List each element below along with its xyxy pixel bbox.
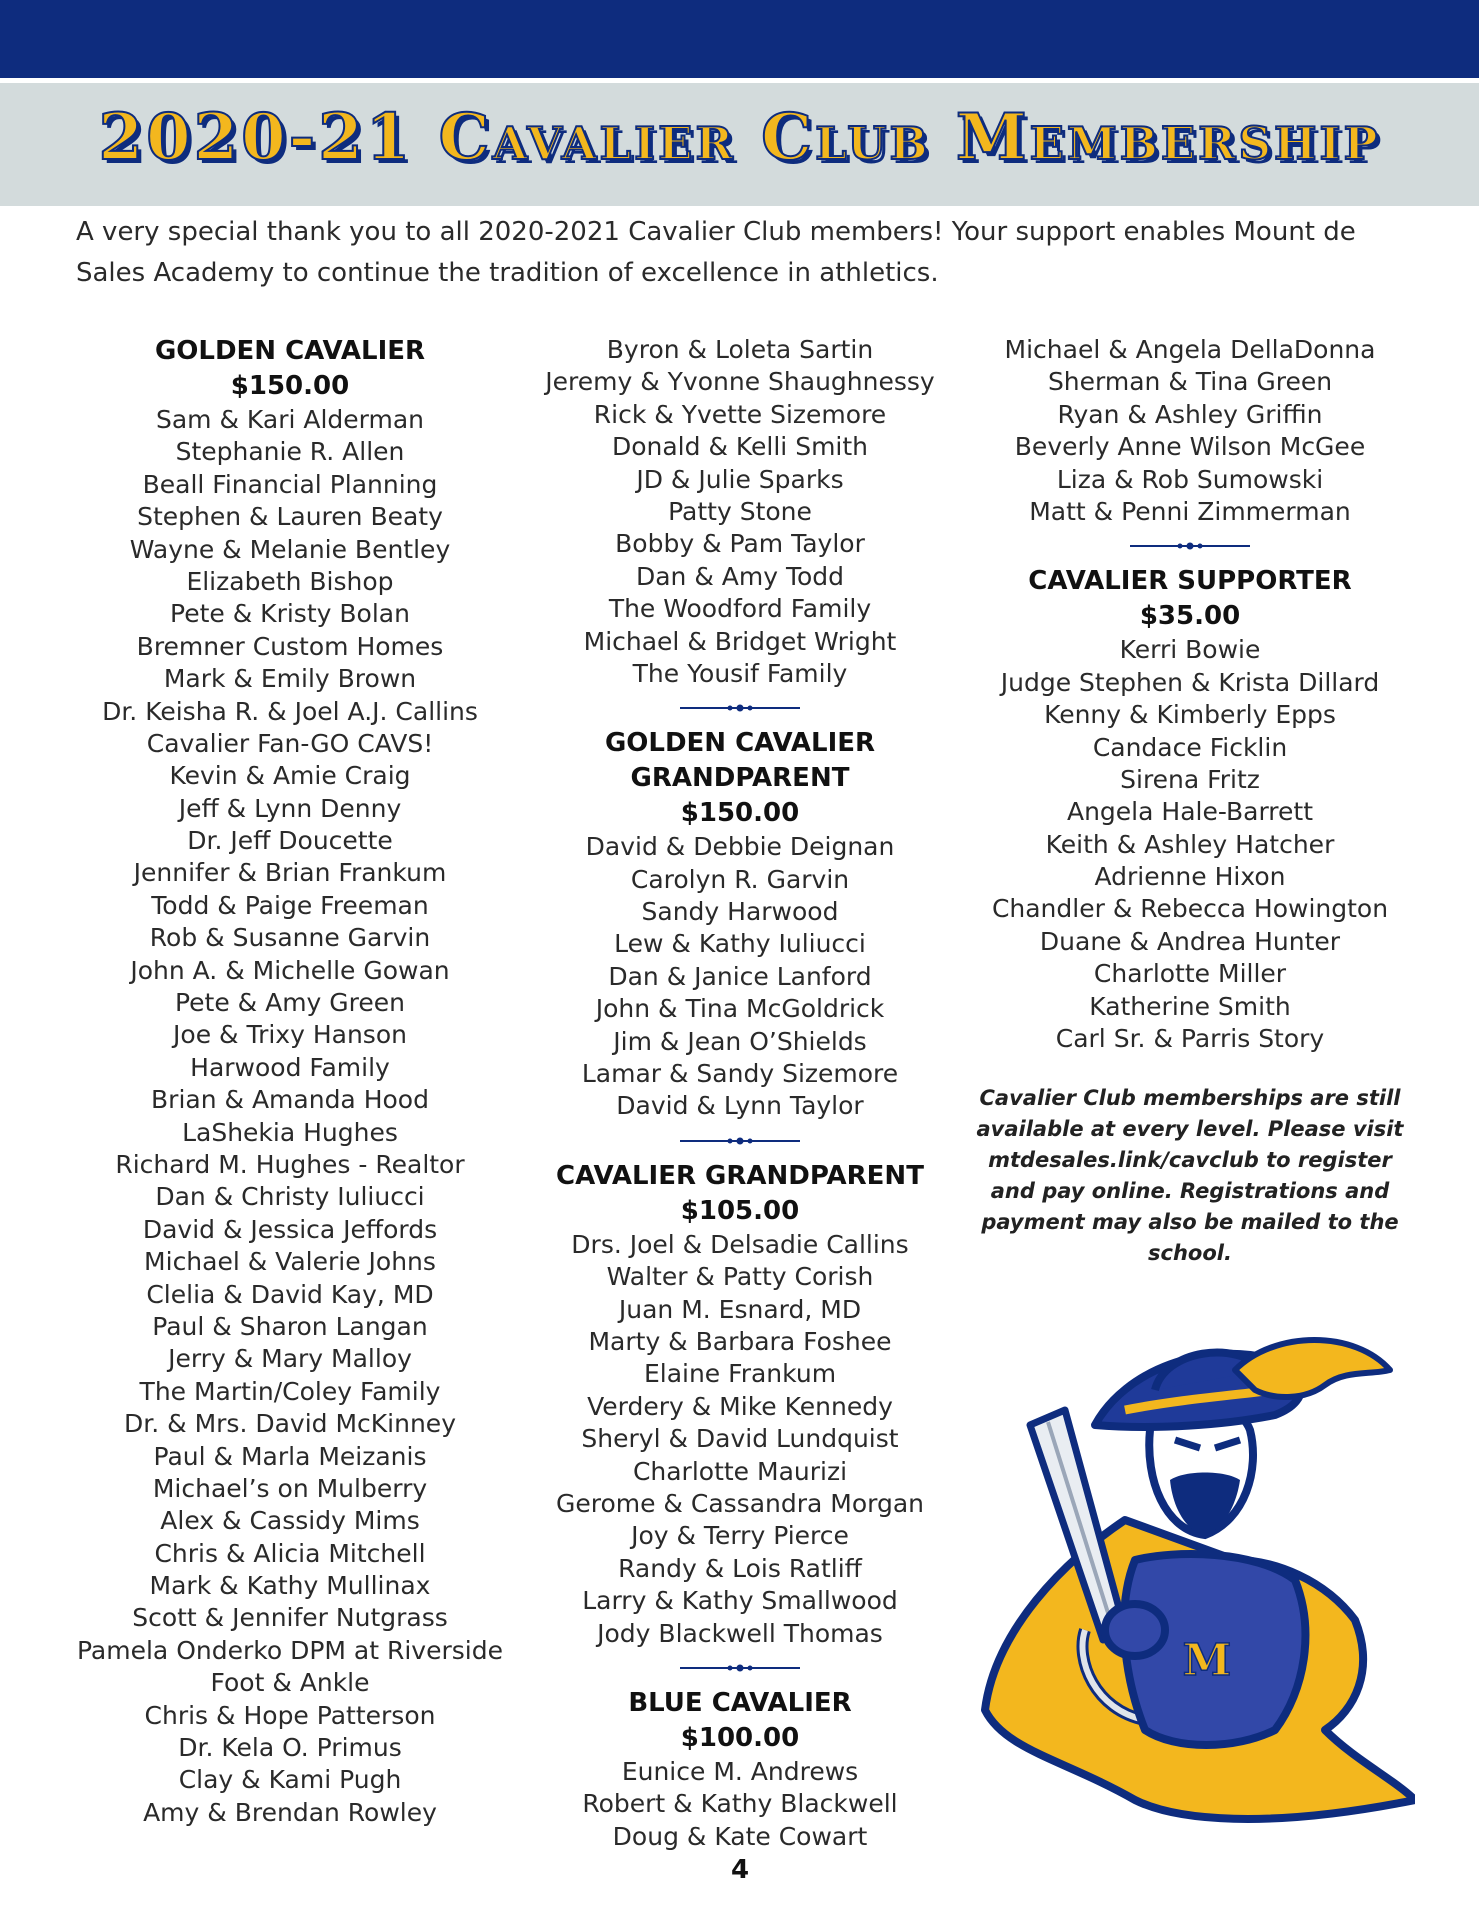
member-name: Ryan & Ashley Griffin: [1057, 399, 1323, 429]
member-name: Duane & Andrea Hunter: [1039, 926, 1341, 956]
member-name: Bobby & Pam Taylor: [615, 529, 865, 559]
column-1: [70, 334, 510, 1829]
member-name: Keith & Ashley Hatcher: [1045, 829, 1335, 859]
member-name: Joe & Trixy Hanson: [173, 1020, 407, 1050]
member-name: Stephanie R. Allen: [175, 437, 405, 467]
member-name: Kevin & Amie Craig: [169, 761, 411, 791]
member-name: Jim & Jean O’Shields: [613, 1026, 867, 1056]
section-divider: [970, 528, 1410, 564]
member-name: Michael’s on Mulberry: [152, 1473, 428, 1503]
member-name: Kenny & Kimberly Epps: [1044, 700, 1336, 730]
member-name: Pete & Kristy Bolan: [170, 599, 410, 629]
member-name: Carolyn R. Garvin: [630, 864, 850, 894]
member-name: Joy & Terry Pierce: [631, 1521, 849, 1551]
member-name: Matt & Penni Zimmerman: [1029, 496, 1351, 526]
member-name: Sirena Fritz: [1120, 764, 1260, 794]
member-name: Jennifer & Brian Frankum: [133, 858, 447, 888]
page-number: 4: [730, 1855, 750, 1885]
member-name: Michael & Angela DellaDonna: [1004, 335, 1376, 364]
supporter-heading: CAVALIER SUPPORTER: [1028, 566, 1352, 597]
member-name: Michael & Valerie Johns: [144, 1247, 436, 1277]
member-name: Jody Blackwell Thomas: [597, 1618, 883, 1648]
member-name: Liza & Rob Sumowski: [1056, 464, 1324, 494]
blue-cavalier-heading: BLUE CAVALIER: [628, 1687, 852, 1718]
member-name: Adrienne Hixon: [1094, 862, 1286, 892]
supporter-list: [970, 634, 1410, 1055]
member-name: Stephen & Lauren Beaty: [137, 502, 443, 532]
member-name: Dr. Kela O. Primus: [178, 1733, 402, 1763]
mascot-letter: M: [1182, 1635, 1232, 1686]
golden-grandparent-heading-line1: GOLDEN CAVALIER: [604, 728, 876, 759]
member-name: Amy & Brendan Rowley: [143, 1797, 437, 1827]
golden-grandparent-list: [525, 831, 955, 1123]
member-name: Sam & Kari Alderman: [155, 405, 425, 434]
member-name: Richard M. Hughes - Realtor: [115, 1149, 465, 1179]
member-name: Wayne & Melanie Bentley: [129, 534, 451, 564]
member-name: Clelia & David Kay, MD: [146, 1279, 434, 1309]
member-name: Robert & Kathy Blackwell: [582, 1789, 898, 1819]
member-name: Sherman & Tina Green: [1047, 367, 1333, 397]
member-name: The Yousif Family: [632, 658, 848, 688]
member-name: Cavalier Fan-GO CAVS!: [146, 728, 434, 758]
member-name: John A. & Michelle Gowan: [130, 955, 450, 985]
golden-cavalier-list-continued: [525, 334, 955, 690]
member-name: Bremner Custom Homes: [136, 631, 444, 661]
member-name: Elaine Frankum: [643, 1359, 837, 1389]
member-name: The Martin/Coley Family: [139, 1376, 441, 1406]
section-divider: [525, 1650, 955, 1686]
member-name: Donald & Kelli Smith: [611, 432, 869, 462]
cavalier-grandparent-list: [525, 1229, 955, 1650]
member-name: Scott & Jennifer Nutgrass: [132, 1603, 448, 1633]
blue-cavalier-price: $100.00: [680, 1722, 800, 1753]
member-name: Lamar & Sandy Sizemore: [581, 1059, 899, 1089]
member-name: LaShekia Hughes: [182, 1117, 398, 1147]
member-name: Jerry & Mary Malloy: [168, 1344, 412, 1374]
member-name: Sheryl & David Lundquist: [581, 1424, 899, 1454]
member-name: Paul & Marla Meizanis: [153, 1441, 427, 1471]
member-name: Katherine Smith: [1089, 991, 1291, 1021]
member-name: Dr. & Mrs. David McKinney: [124, 1409, 456, 1439]
member-name: Jeff & Lynn Denny: [178, 793, 402, 823]
member-name: Rick & Yvette Sizemore: [593, 399, 887, 429]
member-name: Eunice M. Andrews: [621, 1756, 859, 1786]
member-name: Mark & Kathy Mullinax: [149, 1571, 431, 1601]
member-name: Doug & Kate Cowart: [612, 1821, 868, 1851]
cavalier-grandparent-price: $105.00: [680, 1195, 800, 1226]
member-name: Gerome & Cassandra Morgan: [555, 1488, 925, 1518]
member-name: Randy & Lois Ratliff: [618, 1553, 862, 1583]
member-name: Carl Sr. & Parris Story: [1055, 1024, 1325, 1054]
top-navy-bar: [0, 0, 1479, 78]
member-name: Dr. Jeff Doucette: [187, 826, 393, 856]
golden-grandparent-heading-line2: GRANDPARENT: [630, 763, 850, 794]
supporter-price: $35.00: [1139, 601, 1241, 632]
member-name: Chris & Alicia Mitchell: [154, 1538, 426, 1568]
member-name: Lew & Kathy Iuliucci: [614, 929, 866, 959]
member-name: Mark & Emily Brown: [163, 664, 417, 694]
member-name: Walter & Patty Corish: [606, 1262, 874, 1292]
member-name: Pamela Onderko DPM at Riverside: [76, 1635, 503, 1665]
member-name: Kerri Bowie: [1119, 635, 1261, 665]
member-name: Clay & Kami Pugh: [178, 1765, 402, 1795]
member-name: Pete & Amy Green: [174, 988, 406, 1018]
member-name: Drs. Joel & Delsadie Callins: [571, 1229, 909, 1259]
member-name: Elizabeth Bishop: [186, 566, 394, 596]
member-name: Brian & Amanda Hood: [151, 1085, 429, 1115]
member-name: Sandy Harwood: [641, 897, 839, 927]
member-name: Charlotte Miller: [1093, 959, 1287, 989]
member-name: Beverly Anne Wilson McGee: [1014, 432, 1366, 462]
member-name: Michael & Bridget Wright: [583, 626, 897, 656]
member-name: John & Tina McGoldrick: [595, 994, 885, 1024]
member-name: Patty Stone: [668, 496, 812, 526]
member-name: Angela Hale-Barrett: [1066, 797, 1313, 827]
member-name: Candace Ficklin: [1092, 732, 1288, 762]
blue-cavalier-list: [525, 1756, 955, 1853]
member-name: David & Debbie Deignan: [585, 832, 895, 862]
member-name: Chandler & Rebecca Howington: [991, 894, 1389, 924]
intro-paragraph: A very special thank you to all 2020-2021 Cavalier Club members! Your support enables Mount de Sales Academy to continue the tradition of excellence in athletics.: [76, 217, 1356, 288]
member-name: The Woodford Family: [608, 594, 872, 624]
golden-grandparent-price: $150.00: [680, 798, 800, 829]
blue-cavalier-list-continued: [970, 334, 1410, 528]
member-name: Foot & Ankle: [210, 1668, 370, 1698]
member-name: David & Lynn Taylor: [616, 1091, 864, 1121]
section-divider: [525, 1123, 955, 1159]
column-3: [970, 334, 1410, 1269]
member-name: Byron & Loleta Sartin: [606, 335, 874, 364]
member-name: Juan M. Esnard, MD: [618, 1294, 862, 1324]
member-name: Dr. Keisha R. & Joel A.J. Callins: [102, 696, 478, 726]
member-name: Marty & Barbara Foshee: [588, 1326, 892, 1356]
member-name: Todd & Paige Freeman: [151, 890, 429, 920]
cavalier-mascot-logo: [975, 1330, 1415, 1835]
membership-note: Cavalier Club memberships are still available at every level. Please visit mtdesales.link/cavclub to register and pay online. Registrations and payment may also be mailed to the school.: [976, 1086, 1404, 1266]
member-name: Judge Stephen & Krista Dillard: [1000, 667, 1380, 697]
member-name: Alex & Cassidy Mims: [160, 1506, 420, 1536]
member-name: JD & Julie Sparks: [636, 464, 844, 494]
member-name: Rob & Susanne Garvin: [149, 923, 431, 953]
member-name: Paul & Sharon Langan: [152, 1311, 428, 1341]
member-name: David & Jessica Jeffords: [142, 1214, 438, 1244]
golden-cavalier-price: $150.00: [230, 371, 350, 401]
column-2: [525, 334, 955, 1853]
section-divider: [525, 690, 955, 726]
member-name: Dan & Janice Lanford: [608, 961, 872, 991]
member-name: Dan & Christy Iuliucci: [155, 1182, 425, 1212]
member-name: Chris & Hope Patterson: [144, 1700, 436, 1730]
cavalier-grandparent-heading: CAVALIER GRANDPARENT: [556, 1160, 924, 1191]
page-title: 2020-21 Cavalier Club Membership: [98, 100, 1381, 175]
golden-cavalier-list: [70, 404, 510, 1829]
member-name: Jeremy & Yvonne Shaughnessy: [545, 367, 935, 397]
member-name: Beall Financial Planning: [142, 469, 438, 499]
member-name: Larry & Kathy Smallwood: [582, 1586, 898, 1616]
member-name: Verdery & Mike Kennedy: [587, 1391, 893, 1421]
member-name: Harwood Family: [190, 1052, 390, 1082]
golden-cavalier-heading: GOLDEN CAVALIER: [154, 336, 426, 366]
member-name: Dan & Amy Todd: [635, 561, 845, 591]
member-name: Charlotte Maurizi: [632, 1456, 848, 1486]
